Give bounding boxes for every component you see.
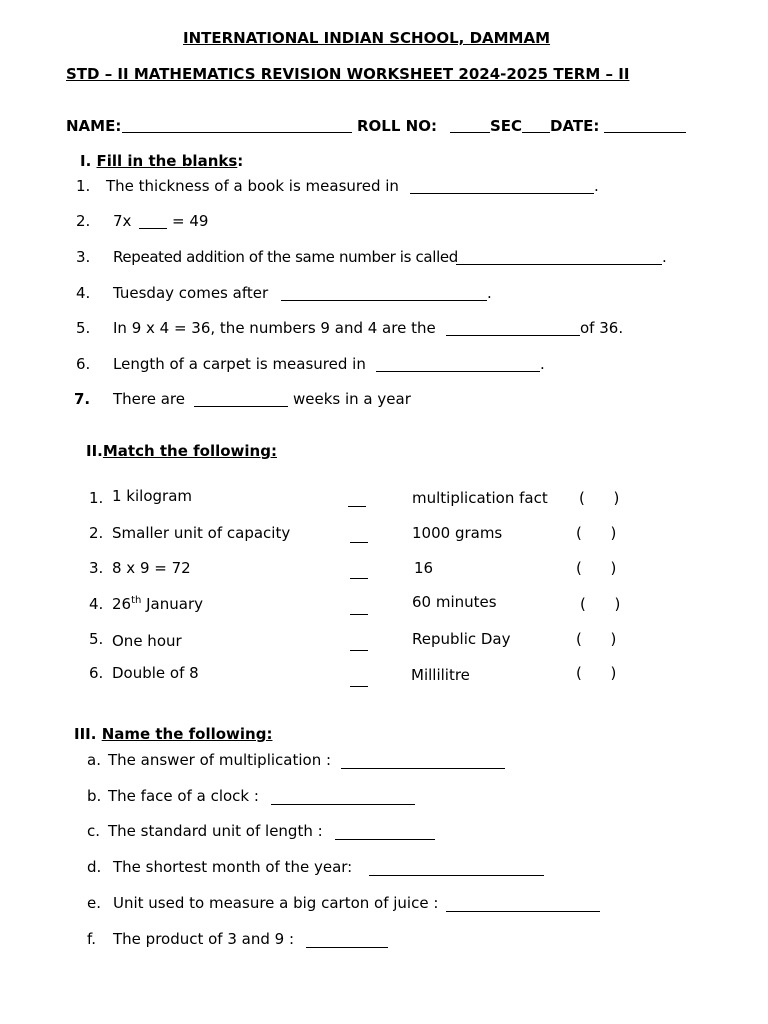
ordinal-suffix: th <box>131 595 142 606</box>
match-left-item: Smaller unit of capacity <box>112 524 291 542</box>
name-blank-line[interactable] <box>341 768 505 769</box>
fill-item-end: . <box>540 355 545 373</box>
match-right-item: 16 <box>414 559 434 577</box>
fill-blank[interactable] <box>376 371 540 372</box>
name-blank-line[interactable] <box>369 875 544 876</box>
match-left-day: 26 <box>112 595 132 613</box>
match-left-item: Double of 8 <box>112 664 199 682</box>
roll-blank[interactable] <box>450 132 490 133</box>
fill-blank[interactable] <box>281 300 487 301</box>
match-blank[interactable] <box>350 614 368 615</box>
match-left-number: 1. <box>89 489 104 507</box>
name-item-text: The answer of multiplication : <box>108 751 332 769</box>
worksheet-subtitle: STD – II MATHEMATICS REVISION WORKSHEET 2024-2025 TERM – II <box>66 65 630 83</box>
fill-blank[interactable] <box>456 264 662 265</box>
fill-item-end: = 49 <box>172 212 209 230</box>
match-right-item: 60 minutes <box>412 593 497 611</box>
fill-item-text: There are <box>113 390 185 408</box>
name-item-text: The standard unit of length : <box>108 822 323 840</box>
section2-heading <box>86 442 277 460</box>
section1-title: Fill in the blanks <box>96 152 238 170</box>
section1-number: I. <box>80 152 92 170</box>
name-item-letter: f. <box>87 930 96 948</box>
name-blank-line[interactable] <box>446 911 600 912</box>
section2-title: Match the following: <box>102 442 277 460</box>
name-label: NAME: <box>66 117 122 135</box>
name-item-letter: b. <box>87 787 102 805</box>
name-item-text: Unit used to measure a big carton of juice : <box>113 894 439 912</box>
match-blank[interactable] <box>348 506 366 507</box>
date-blank[interactable] <box>604 132 686 133</box>
fill-item-number: 1. <box>76 177 91 195</box>
name-item-letter: e. <box>87 894 101 912</box>
school-name: INTERNATIONAL INDIAN SCHOOL, DAMMAM <box>183 29 551 47</box>
match-answer-paren[interactable]: ( ) <box>576 664 617 682</box>
date-label: DATE: <box>550 117 600 135</box>
fill-item-number: 7. <box>74 390 91 408</box>
fill-item-end: of 36. <box>580 319 624 337</box>
match-left-number: 3. <box>89 559 104 577</box>
match-answer-paren[interactable]: ( ) <box>576 524 617 542</box>
name-blank-line[interactable] <box>271 804 415 805</box>
match-left-item: One hour <box>112 632 182 650</box>
name-blank-line[interactable] <box>335 839 435 840</box>
match-right-item: Millilitre <box>411 666 470 684</box>
fill-item-text: 7x <box>113 212 132 230</box>
match-right-item: 1000 grams <box>412 524 503 542</box>
sec-label: SEC <box>490 117 523 135</box>
fill-blank[interactable] <box>139 228 167 229</box>
match-left-number: 4. <box>89 595 104 613</box>
fill-item-text: In 9 x 4 = 36, the numbers 9 and 4 are the <box>113 319 436 337</box>
match-left-item: 8 x 9 = 72 <box>112 559 191 577</box>
fill-blank[interactable] <box>446 335 580 336</box>
section1-heading <box>80 152 243 170</box>
match-left-month: January <box>141 595 203 613</box>
match-left-item: 1 kilogram <box>112 487 193 505</box>
fill-item-number: 5. <box>76 319 91 337</box>
match-right-item: Republic Day <box>412 630 511 648</box>
match-right-item: multiplication fact <box>412 489 548 507</box>
name-item-letter: c. <box>87 822 101 840</box>
fill-item-end: weeks in a year <box>293 390 411 408</box>
name-blank[interactable] <box>122 132 352 133</box>
match-left-number: 6. <box>89 664 104 682</box>
fill-item-end: . <box>662 248 667 266</box>
name-blank-line[interactable] <box>306 947 388 948</box>
fill-item-end: . <box>487 284 492 302</box>
fill-item-number: 4. <box>76 284 91 302</box>
section1-colon: : <box>237 152 244 170</box>
match-answer-paren[interactable]: ( ) <box>576 630 617 648</box>
match-blank[interactable] <box>350 650 368 651</box>
section3-heading <box>74 725 272 743</box>
name-item-letter: a. <box>87 751 101 769</box>
fill-item-text: Length of a carpet is measured in <box>113 355 366 373</box>
fill-item-text: Repeated addition of the same number is called <box>113 248 458 266</box>
match-left-item <box>112 595 203 613</box>
name-item-text: The product of 3 and 9 : <box>113 930 295 948</box>
name-item-text: The shortest month of the year: <box>113 858 353 876</box>
match-left-number: 2. <box>89 524 104 542</box>
fill-item-number: 2. <box>76 212 91 230</box>
fill-item-end: . <box>594 177 599 195</box>
match-answer-paren[interactable]: ( ) <box>580 595 621 613</box>
match-blank[interactable] <box>350 578 368 579</box>
section2-number: II. <box>86 442 103 460</box>
fill-blank[interactable] <box>410 193 594 194</box>
sec-blank[interactable] <box>522 132 550 133</box>
match-answer-paren[interactable]: ( ) <box>576 559 617 577</box>
match-blank[interactable] <box>350 542 368 543</box>
name-item-text: The face of a clock : <box>108 787 259 805</box>
fill-item-number: 3. <box>76 248 91 266</box>
fill-item-number: 6. <box>76 355 91 373</box>
roll-label: ROLL NO: <box>357 117 437 135</box>
name-item-letter: d. <box>87 858 102 876</box>
section3-title: Name the following: <box>101 725 273 743</box>
fill-item-text: The thickness of a book is measured in <box>106 177 399 195</box>
section3-number: III. <box>74 725 97 743</box>
match-blank[interactable] <box>350 686 368 687</box>
match-left-number: 5. <box>89 630 104 648</box>
fill-item-text: Tuesday comes after <box>113 284 269 302</box>
fill-blank[interactable] <box>194 406 288 407</box>
match-answer-paren[interactable]: ( ) <box>579 489 620 507</box>
